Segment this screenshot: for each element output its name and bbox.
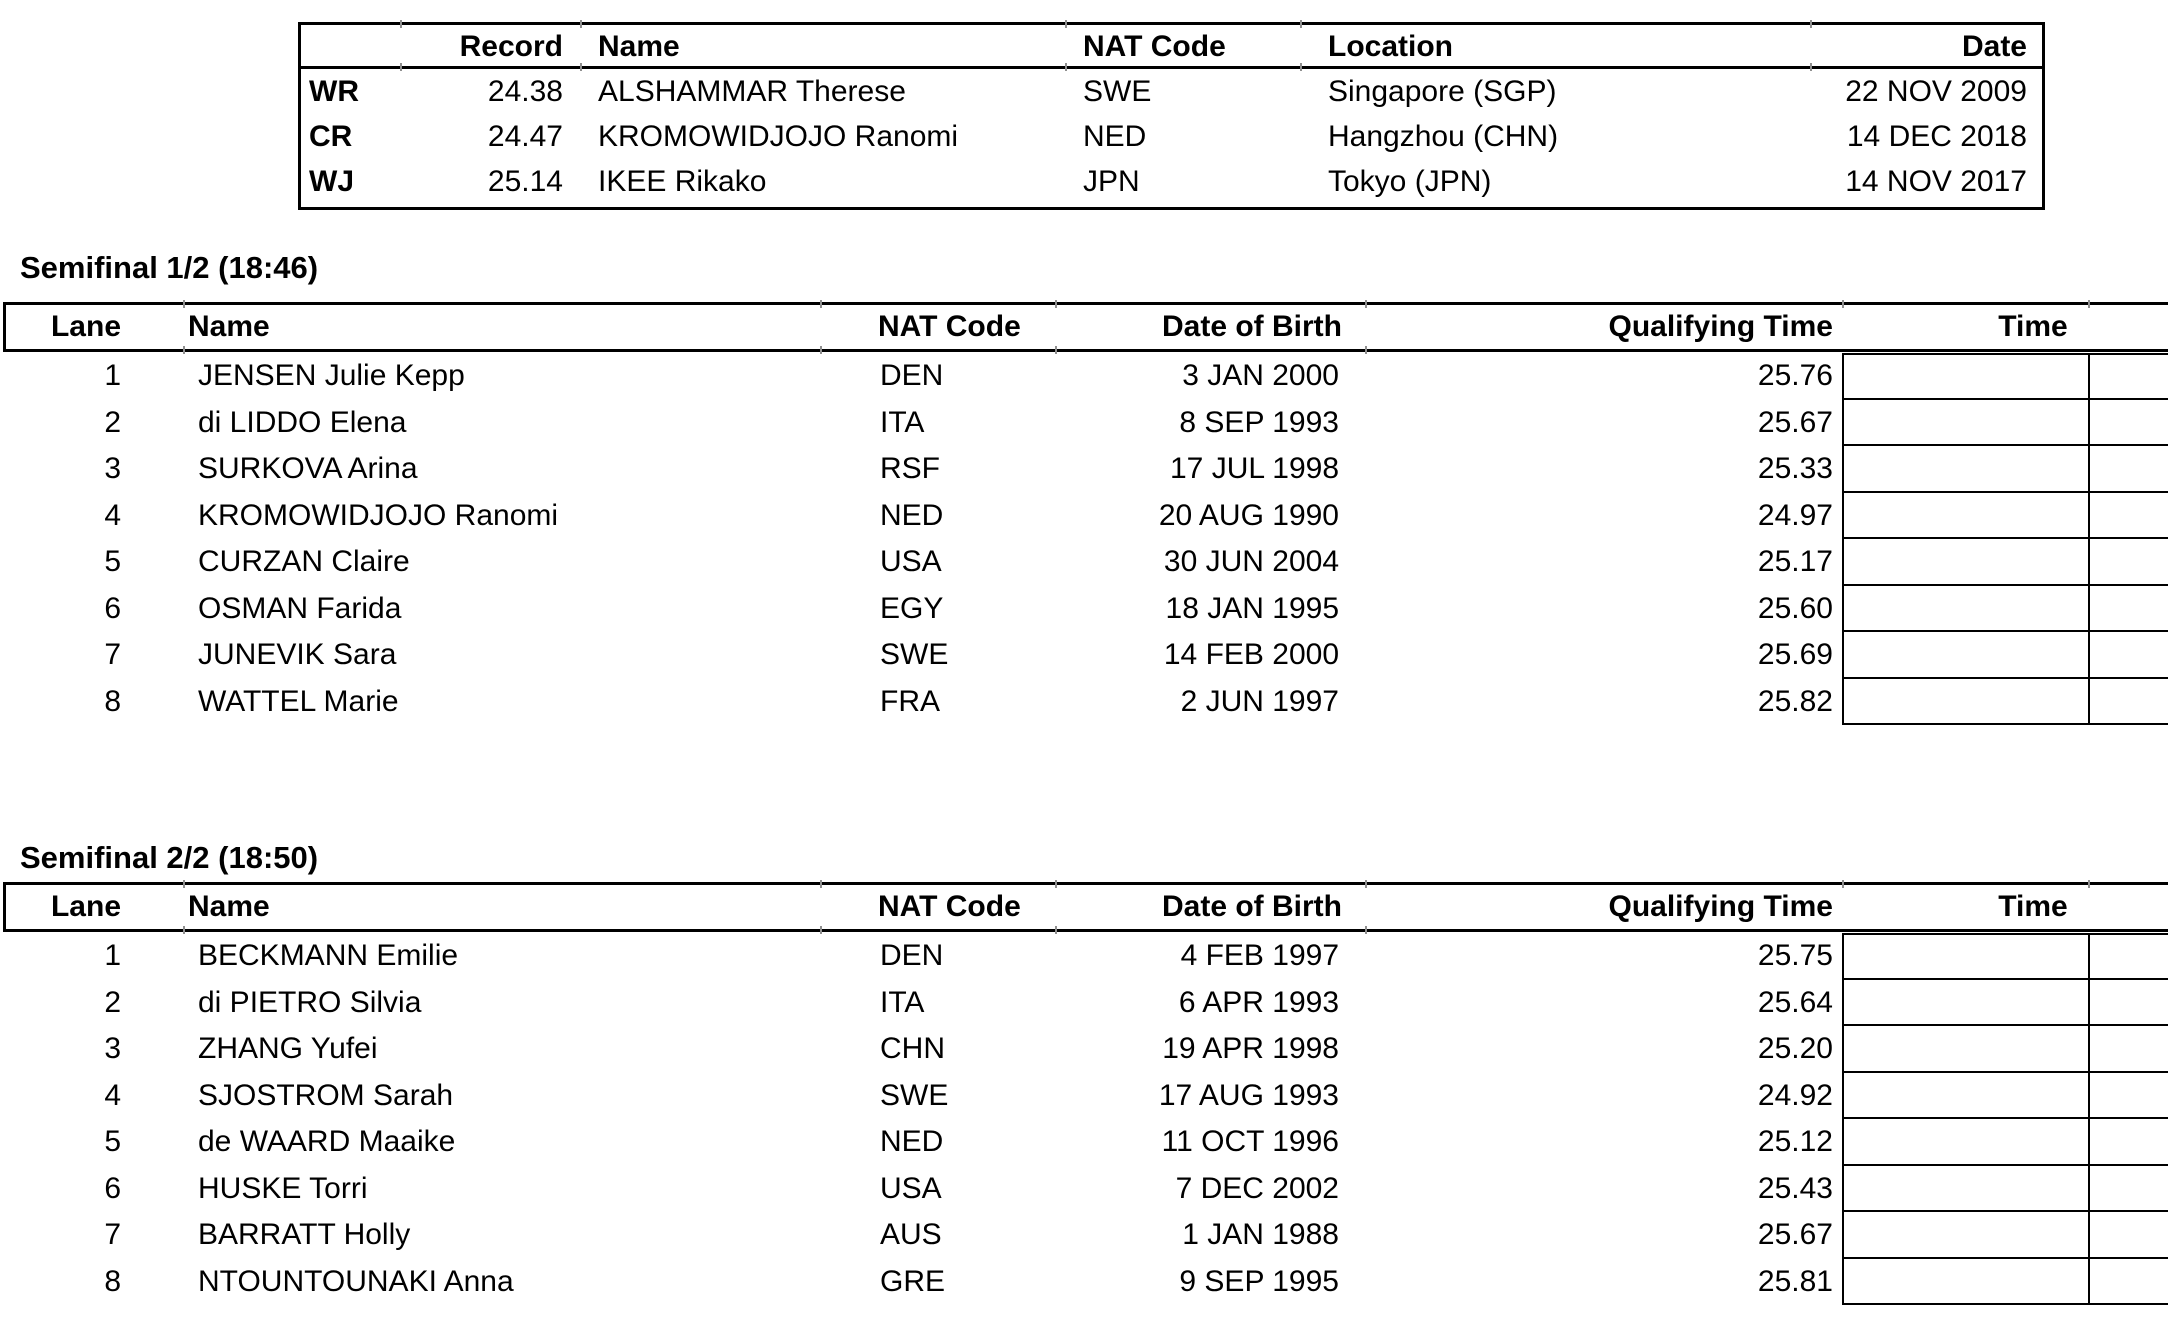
records-header-name: Name	[598, 30, 680, 63]
dob-cell: 11 OCT 1996	[1161, 1125, 1339, 1158]
lane-cell: 8	[104, 1264, 121, 1298]
qualifying-time-cell: 25.60	[1757, 591, 1833, 625]
table-row	[0, 1212, 2168, 1259]
header-date-of-birth: Date of Birth	[1162, 890, 1342, 923]
dob-cell: 2 JUN 1997	[1180, 684, 1339, 718]
nat-cell: ITA	[880, 985, 925, 1019]
record-location-cell: Hangzhou (CHN)	[1328, 120, 1559, 153]
header-name: Name	[188, 890, 270, 923]
nat-cell: DEN	[880, 359, 944, 392]
qualifying-time-cell: 25.17	[1757, 545, 1833, 578]
qualifying-time-cell: 24.97	[1757, 498, 1833, 532]
secondary-entry-box	[2088, 353, 2168, 400]
qualifying-time-cell: 25.20	[1757, 1032, 1833, 1065]
header-date-of-birth: Date of Birth	[1162, 310, 1342, 343]
record-row-wj	[301, 159, 2042, 204]
qualifying-time-cell: 25.75	[1757, 939, 1833, 972]
time-entry-box	[1842, 933, 2088, 980]
time-entry-box	[1842, 1119, 2088, 1166]
lane-cell: 4	[104, 1078, 121, 1112]
record-row-wr	[301, 69, 2042, 114]
time-entry-box	[1842, 400, 2088, 447]
nat-cell: NED	[880, 498, 944, 532]
column-divider-tick	[1842, 300, 1844, 308]
lane-cell: 1	[104, 939, 121, 972]
table-row	[0, 679, 2168, 726]
qualifying-time-cell: 25.76	[1757, 359, 1833, 392]
table-row	[0, 446, 2168, 493]
semifinal-1-title: Semifinal 1/2 (18:46)	[20, 250, 319, 285]
column-divider-tick	[2088, 300, 2090, 308]
dob-cell: 4 FEB 1997	[1180, 939, 1339, 972]
table-row	[0, 933, 2168, 980]
header-time: Time	[1998, 310, 2068, 343]
secondary-entry-box	[2088, 1026, 2168, 1073]
table-row	[0, 400, 2168, 447]
dob-cell: 14 FEB 2000	[1163, 638, 1339, 671]
dob-cell: 20 AUG 1990	[1158, 498, 1339, 532]
secondary-entry-box	[2088, 1166, 2168, 1213]
lane-cell: 4	[104, 498, 121, 532]
qualifying-time-cell: 25.12	[1757, 1125, 1833, 1158]
name-cell: KROMOWIDJOJO Ranomi	[198, 498, 559, 532]
qualifying-time-cell: 25.82	[1757, 684, 1833, 718]
record-location-cell: Tokyo (JPN)	[1328, 165, 1492, 198]
column-divider-tick	[1365, 300, 1367, 308]
lane-cell: 7	[104, 1218, 121, 1251]
dob-cell: 17 AUG 1993	[1158, 1078, 1339, 1112]
name-cell: WATTEL Marie	[198, 684, 399, 718]
header-qualifying-time: Qualifying Time	[1608, 890, 1833, 923]
secondary-entry-box	[2088, 400, 2168, 447]
dob-cell: 18 JAN 1995	[1165, 591, 1339, 625]
nat-cell: GRE	[880, 1264, 946, 1298]
semifinal-2-header-row	[3, 882, 2168, 932]
secondary-entry-box	[2088, 446, 2168, 493]
semifinal-1-header-row	[3, 302, 2168, 352]
qualifying-time-cell: 24.92	[1757, 1078, 1833, 1112]
record-nat-cell: JPN	[1083, 165, 1140, 198]
table-row	[0, 493, 2168, 540]
table-row	[0, 353, 2168, 400]
qualifying-time-cell: 25.81	[1757, 1264, 1833, 1298]
table-row	[0, 1073, 2168, 1120]
time-entry-box	[1842, 1259, 2088, 1306]
dob-cell: 8 SEP 1993	[1179, 405, 1339, 439]
header-lane: Lane	[50, 310, 122, 343]
name-cell: OSMAN Farida	[198, 591, 402, 625]
column-divider-tick	[820, 300, 822, 308]
record-date-cell: 14 DEC 2018	[1846, 120, 2027, 153]
name-cell: JUNEVIK Sara	[198, 638, 397, 671]
name-cell: CURZAN Claire	[198, 545, 410, 578]
column-divider-tick	[183, 880, 185, 888]
header-name: Name	[188, 310, 270, 343]
nat-cell: USA	[880, 1171, 942, 1205]
time-entry-box	[1842, 493, 2088, 540]
table-row	[0, 1026, 2168, 1073]
record-time-cell: 24.47	[487, 120, 563, 153]
time-entry-box	[1842, 1212, 2088, 1259]
column-divider-tick	[1842, 880, 1844, 888]
table-row	[0, 1166, 2168, 1213]
column-divider-tick	[580, 20, 582, 28]
dob-cell: 19 APR 1998	[1162, 1032, 1339, 1065]
record-nat-cell: NED	[1083, 120, 1147, 153]
record-type-cell: WJ	[309, 165, 354, 198]
lane-cell: 7	[104, 638, 121, 671]
lane-cell: 2	[104, 405, 121, 439]
column-divider-tick	[2088, 880, 2090, 888]
name-cell: de WAARD Maaike	[198, 1125, 456, 1158]
table-row	[0, 1119, 2168, 1166]
lane-cell: 3	[104, 452, 121, 485]
dob-cell: 7 DEC 2002	[1175, 1171, 1339, 1205]
time-entry-box	[1842, 980, 2088, 1027]
lane-cell: 2	[104, 985, 121, 1019]
secondary-entry-box	[2088, 933, 2168, 980]
dob-cell: 17 JUL 1998	[1169, 452, 1339, 485]
secondary-entry-box	[2088, 980, 2168, 1027]
records-table	[298, 22, 2045, 210]
column-divider-tick	[1300, 20, 1302, 28]
records-header-row	[301, 25, 2042, 69]
records-header-date: Date	[1961, 30, 2027, 63]
time-entry-box	[1842, 632, 2088, 679]
header-qualifying-time: Qualifying Time	[1608, 310, 1833, 343]
nat-cell: RSF	[880, 452, 940, 485]
column-divider-tick	[183, 300, 185, 308]
time-entry-box	[1842, 446, 2088, 493]
secondary-entry-box	[2088, 493, 2168, 540]
dob-cell: 3 JAN 2000	[1182, 359, 1339, 392]
secondary-entry-box	[2088, 1212, 2168, 1259]
time-entry-box	[1842, 353, 2088, 400]
dob-cell: 9 SEP 1995	[1179, 1264, 1339, 1298]
nat-cell: SWE	[880, 638, 949, 671]
time-entry-box	[1842, 586, 2088, 633]
column-divider-tick	[400, 20, 402, 28]
time-entry-box	[1842, 1166, 2088, 1213]
nat-cell: SWE	[880, 1078, 949, 1112]
nat-cell: NED	[880, 1125, 944, 1158]
name-cell: di LIDDO Elena	[198, 405, 407, 439]
records-header-type	[301, 25, 403, 66]
secondary-entry-box	[2088, 1259, 2168, 1306]
nat-cell: DEN	[880, 939, 944, 972]
lane-cell: 8	[104, 684, 121, 718]
record-type-cell: CR	[309, 120, 353, 153]
column-divider-tick	[1065, 20, 1067, 28]
dob-cell: 30 JUN 2004	[1163, 545, 1339, 578]
table-row	[0, 539, 2168, 586]
column-divider-tick	[1810, 20, 1812, 28]
nat-cell: ITA	[880, 405, 925, 439]
column-divider-tick	[1055, 880, 1057, 888]
secondary-entry-box	[2088, 586, 2168, 633]
header-time: Time	[1998, 890, 2068, 923]
record-row-cr	[301, 114, 2042, 159]
records-header-location: Location	[1328, 30, 1453, 63]
secondary-entry-box	[2088, 679, 2168, 726]
table-row	[0, 1259, 2168, 1306]
semifinal-1-rows	[0, 353, 2168, 725]
column-divider-tick	[1365, 880, 1367, 888]
column-divider-tick	[1055, 300, 1057, 308]
record-name-cell: IKEE Rikako	[598, 165, 767, 198]
name-cell: NTOUNTOUNAKI Anna	[198, 1264, 514, 1298]
lane-cell: 6	[104, 1171, 121, 1205]
nat-cell: CHN	[880, 1032, 945, 1065]
qualifying-time-cell: 25.67	[1757, 1218, 1833, 1251]
records-header-nat-code: NAT Code	[1083, 30, 1226, 63]
table-row	[0, 586, 2168, 633]
records-header-record: Record	[459, 30, 563, 63]
name-cell: di PIETRO Silvia	[198, 985, 422, 1019]
header-lane: Lane	[50, 890, 122, 923]
header-nat-code: NAT Code	[878, 310, 1021, 343]
lane-cell: 1	[104, 359, 121, 392]
name-cell: ZHANG Yufei	[198, 1032, 378, 1065]
secondary-entry-box	[2088, 1119, 2168, 1166]
lane-cell: 3	[104, 1032, 121, 1065]
name-cell: BECKMANN Emilie	[198, 939, 459, 972]
semifinal-2-rows	[0, 933, 2168, 1305]
time-entry-box	[1842, 679, 2088, 726]
name-cell: SURKOVA Arina	[198, 452, 418, 485]
semifinal-2-title: Semifinal 2/2 (18:50)	[20, 840, 319, 875]
record-date-cell: 14 NOV 2017	[1845, 165, 2027, 198]
name-cell: BARRATT Holly	[198, 1218, 411, 1251]
column-divider-tick	[820, 880, 822, 888]
qualifying-time-cell: 25.64	[1757, 985, 1833, 1019]
nat-cell: AUS	[880, 1218, 942, 1251]
lane-cell: 5	[104, 545, 121, 578]
secondary-entry-box	[2088, 1073, 2168, 1120]
record-location-cell: Singapore (SGP)	[1328, 75, 1557, 108]
table-row	[0, 632, 2168, 679]
name-cell: SJOSTROM Sarah	[198, 1078, 454, 1112]
header-nat-code: NAT Code	[878, 890, 1021, 923]
lane-cell: 5	[104, 1125, 121, 1158]
record-nat-cell: SWE	[1083, 75, 1152, 108]
secondary-entry-box	[2088, 632, 2168, 679]
record-date-cell: 22 NOV 2009	[1845, 75, 2027, 108]
record-time-cell: 24.38	[487, 75, 563, 108]
qualifying-time-cell: 25.69	[1757, 638, 1833, 671]
name-cell: HUSKE Torri	[198, 1171, 368, 1205]
dob-cell: 1 JAN 1988	[1182, 1218, 1339, 1251]
qualifying-time-cell: 25.43	[1757, 1171, 1833, 1205]
record-type-cell: WR	[309, 75, 359, 108]
time-entry-box	[1842, 1073, 2088, 1120]
record-time-cell: 25.14	[487, 165, 563, 198]
lane-cell: 6	[104, 591, 121, 625]
record-name-cell: ALSHAMMAR Therese	[598, 75, 906, 108]
record-name-cell: KROMOWIDJOJO Ranomi	[598, 120, 959, 153]
name-cell: JENSEN Julie Kepp	[198, 359, 465, 392]
nat-cell: FRA	[880, 684, 940, 718]
dob-cell: 6 APR 1993	[1178, 985, 1339, 1019]
nat-cell: EGY	[880, 591, 944, 625]
time-entry-box	[1842, 539, 2088, 586]
table-row	[0, 980, 2168, 1027]
qualifying-time-cell: 25.33	[1757, 452, 1833, 485]
nat-cell: USA	[880, 545, 942, 578]
time-entry-box	[1842, 1026, 2088, 1073]
qualifying-time-cell: 25.67	[1757, 405, 1833, 439]
secondary-entry-box	[2088, 539, 2168, 586]
